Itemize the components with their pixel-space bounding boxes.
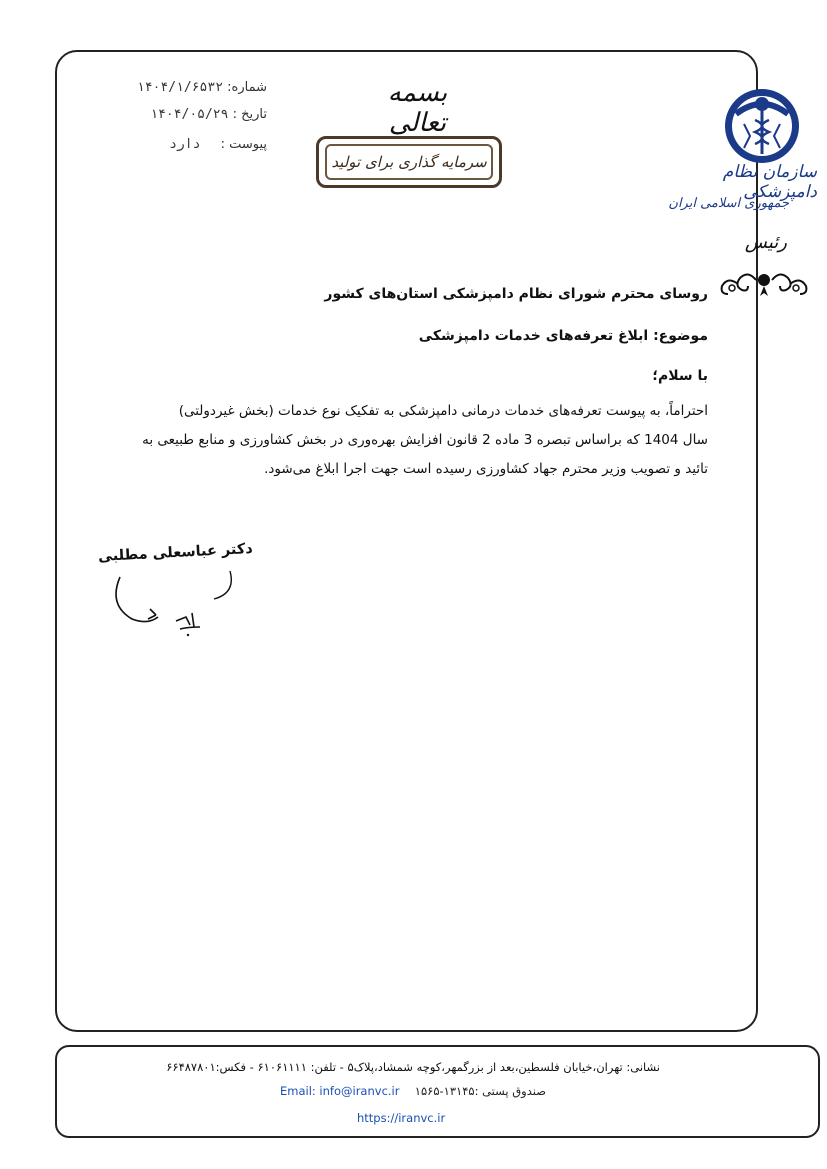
- letter-subject: موضوع: ابلاغ تعرفه‌های خدمات دامپزشکی: [418, 328, 708, 344]
- number-label: شماره:: [227, 80, 267, 95]
- slogan-text: سرمایه گذاری برای تولید: [325, 144, 493, 180]
- attachment-value: دارد: [169, 137, 201, 152]
- ornament-icon: [718, 266, 810, 302]
- footer-po-box: صندوق پستی :۱۳۱۴۵-۱۵۶۵: [414, 1084, 547, 1098]
- body-line-2: سال 1404 که براساس تبصره 3 ماده 2 قانون افزایش بهره‌وری در بخش کشاورزی و منابع طبیعی به: [142, 432, 708, 448]
- body-line-1: احتراماً، به پیوست تعرفه‌های خدمات درمانی دامپزشکی به تفکیک نوع خدمات (بخش غیردولتی): [178, 403, 708, 419]
- organization-logo-icon: [722, 86, 802, 166]
- signatory-name: دکتر عباسعلی مطلبی: [97, 540, 254, 566]
- letter-recipient: روسای محترم شورای نظام دامپزشکی استان‌های کشور: [324, 286, 708, 302]
- number-value: ۱۴۰۴/۱/۶۵۳۲: [136, 80, 224, 95]
- footer-email[interactable]: Email: info@iranvc.ir: [280, 1084, 400, 1098]
- letter-frame: [55, 50, 758, 1032]
- date-label: تاریخ :: [232, 107, 267, 122]
- letter-attachment: [169, 137, 267, 152]
- bismillah-heading: بسمه تعالی: [387, 78, 448, 138]
- handwritten-signature: [110, 565, 250, 640]
- footer-website-link[interactable]: https://iranvc.ir: [357, 1111, 446, 1125]
- organization-name: سازمان نظام دامپزشکی: [722, 162, 817, 202]
- letter-greeting: با سلام؛: [652, 368, 708, 384]
- letter-date: [150, 107, 267, 122]
- footer-address: نشانی: تهران،خیابان فلسطین،بعد از بزرگمهر،کوچه شمشاد،پلاک۵ - تلفن: ۶۱۰۶۱۱۱۱ - فکس:۶۶۴۸۷۸۰۱: [166, 1060, 660, 1074]
- footer-contact: [280, 1084, 546, 1098]
- body-line-3: تائید و تصویب وزیر محترم جهاد کشاورزی رسیده است جهت اجرا ابلاغ می‌شود.: [264, 461, 708, 477]
- attachment-label: پیوست :: [220, 137, 267, 152]
- organization-subtitle: جمهوری اسلامی ایران: [668, 196, 789, 211]
- office-title: رئیس: [744, 232, 787, 253]
- slogan-badge: [316, 136, 502, 188]
- letter-number: [137, 80, 267, 95]
- date-value: ۱۴۰۴/۰۵/۲۹: [150, 107, 229, 122]
